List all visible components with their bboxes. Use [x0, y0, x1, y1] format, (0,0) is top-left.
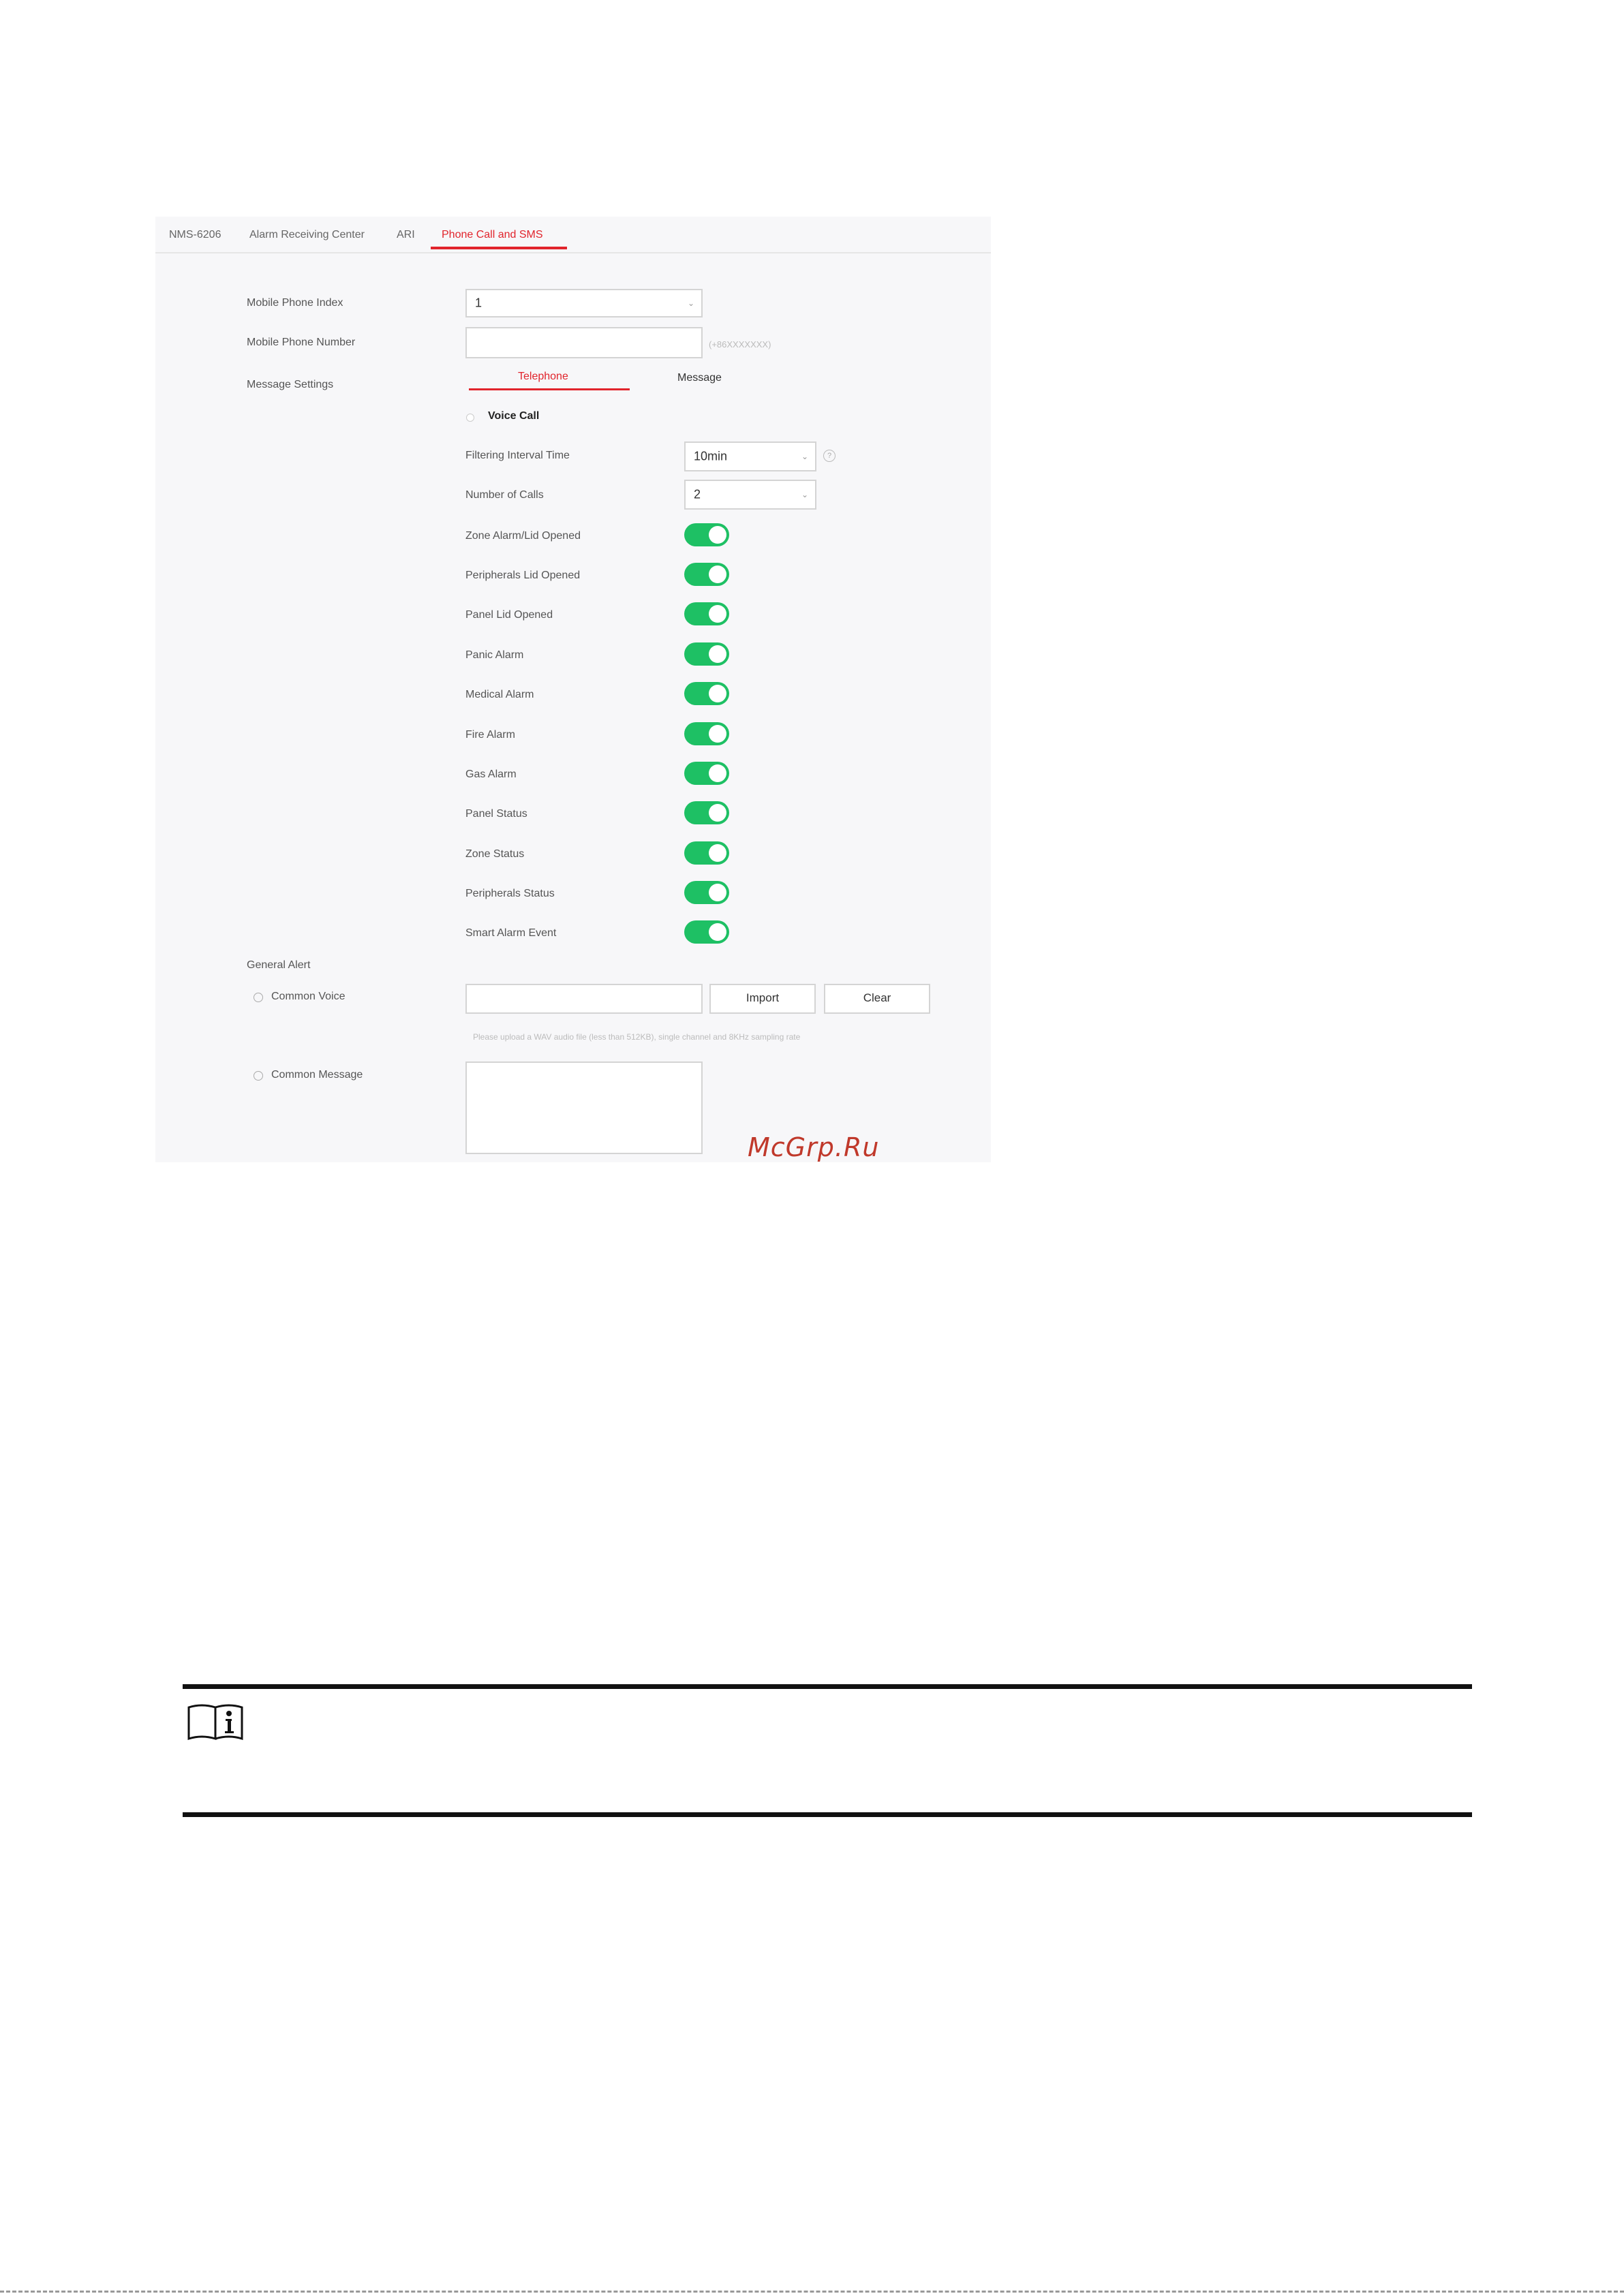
- common-voice-label: Common Voice: [271, 991, 346, 1002]
- panel-status-toggle[interactable]: [684, 801, 729, 824]
- toggle-row-label: Gas Alarm: [465, 769, 517, 780]
- active-tab-indicator: [431, 247, 567, 249]
- toggle-row-label: Zone Alarm/Lid Opened: [465, 530, 581, 542]
- note-top-rule: [183, 1684, 1472, 1689]
- toggle-row-label: Medical Alarm: [465, 689, 534, 700]
- chevron-down-icon: ⌄: [801, 452, 808, 461]
- filtering-interval-label: Filtering Interval Time: [465, 450, 570, 461]
- toggle-row-label: Panel Lid Opened: [465, 609, 553, 621]
- chevron-down-icon: ⌄: [801, 490, 808, 499]
- toggle-knob: [709, 645, 726, 663]
- message-settings-label: Message Settings: [247, 379, 334, 390]
- mobile-phone-index-select[interactable]: [465, 289, 703, 317]
- upload-hint: Please upload a WAV audio file (less than 512KB), single channel and 8KHz sampling rate: [473, 1032, 801, 1042]
- toggle-knob: [709, 685, 726, 702]
- panic-alarm-toggle[interactable]: [684, 642, 729, 666]
- gas-alarm-toggle[interactable]: [684, 762, 729, 785]
- smart-alarm-event-toggle[interactable]: [684, 920, 729, 944]
- common-message-textarea[interactable]: [465, 1061, 703, 1154]
- number-of-calls-label: Number of Calls: [465, 489, 544, 501]
- voice-call-radio[interactable]: [466, 414, 474, 422]
- common-voice-input[interactable]: [465, 984, 703, 1014]
- toggle-knob: [709, 844, 726, 862]
- toggle-knob: [709, 526, 726, 544]
- toggle-knob: [709, 725, 726, 743]
- common-message-radio[interactable]: [254, 1071, 263, 1081]
- phone-number-format-hint: (+86XXXXXXX): [709, 339, 771, 350]
- toggle-knob: [709, 565, 726, 583]
- voice-call-label: Voice Call: [488, 410, 540, 422]
- toggle-row-label: Panel Status: [465, 808, 527, 820]
- fire-alarm-toggle[interactable]: [684, 722, 729, 745]
- chevron-down-icon: ⌄: [687, 298, 694, 308]
- general-alert-label: General Alert: [247, 959, 311, 971]
- page-bottom-divider: [0, 2291, 1624, 2293]
- panel-lid-toggle[interactable]: [684, 602, 729, 625]
- number-of-calls-select[interactable]: [684, 480, 816, 510]
- zone-status-toggle[interactable]: [684, 841, 729, 865]
- toggle-knob: [709, 804, 726, 822]
- subtab-message[interactable]: Message: [677, 372, 722, 384]
- note-info-icon: [187, 1702, 244, 1741]
- mobile-phone-number-input[interactable]: [465, 327, 703, 358]
- toggle-knob: [709, 923, 726, 941]
- subtab-indicator: [469, 388, 630, 390]
- subtab-telephone[interactable]: Telephone: [518, 371, 568, 382]
- note-bottom-rule: [183, 1812, 1472, 1817]
- zone-alarm-toggle[interactable]: [684, 523, 729, 546]
- toggle-knob: [709, 605, 726, 623]
- settings-panel: [155, 217, 991, 1162]
- watermark: McGrp.Ru: [748, 1132, 880, 1162]
- toggle-row-label: Peripherals Status: [465, 888, 555, 899]
- peripherals-status-toggle[interactable]: [684, 881, 729, 904]
- mobile-phone-index-value: 1: [475, 296, 482, 310]
- toggle-row-label: Peripherals Lid Opened: [465, 570, 581, 581]
- clear-button[interactable]: Clear: [824, 984, 930, 1014]
- tab-ari[interactable]: ARI: [397, 229, 415, 241]
- toggle-knob: [709, 884, 726, 901]
- common-message-label: Common Message: [271, 1069, 363, 1081]
- tab-bar: [155, 217, 991, 253]
- common-voice-radio[interactable]: [254, 993, 263, 1002]
- tab-phone-call-sms[interactable]: Phone Call and SMS: [442, 229, 543, 241]
- toggle-row-label: Smart Alarm Event: [465, 927, 557, 939]
- toggle-row-label: Zone Status: [465, 848, 525, 860]
- toggle-knob: [709, 764, 726, 782]
- filtering-interval-select[interactable]: [684, 441, 816, 471]
- medical-alarm-toggle[interactable]: [684, 682, 729, 705]
- import-button[interactable]: Import: [709, 984, 816, 1014]
- toggle-row-label: Panic Alarm: [465, 649, 524, 661]
- filtering-interval-value: 10min: [694, 449, 728, 463]
- peripherals-lid-toggle[interactable]: [684, 563, 729, 586]
- tab-nms[interactable]: NMS-6206: [169, 229, 221, 241]
- help-icon[interactable]: ?: [823, 450, 836, 462]
- number-of-calls-value: 2: [694, 487, 701, 501]
- mobile-phone-index-label: Mobile Phone Index: [247, 297, 343, 309]
- toggle-row-label: Fire Alarm: [465, 729, 515, 741]
- tab-alarm-receiving-center[interactable]: Alarm Receiving Center: [249, 229, 365, 241]
- mobile-phone-number-label: Mobile Phone Number: [247, 337, 356, 348]
